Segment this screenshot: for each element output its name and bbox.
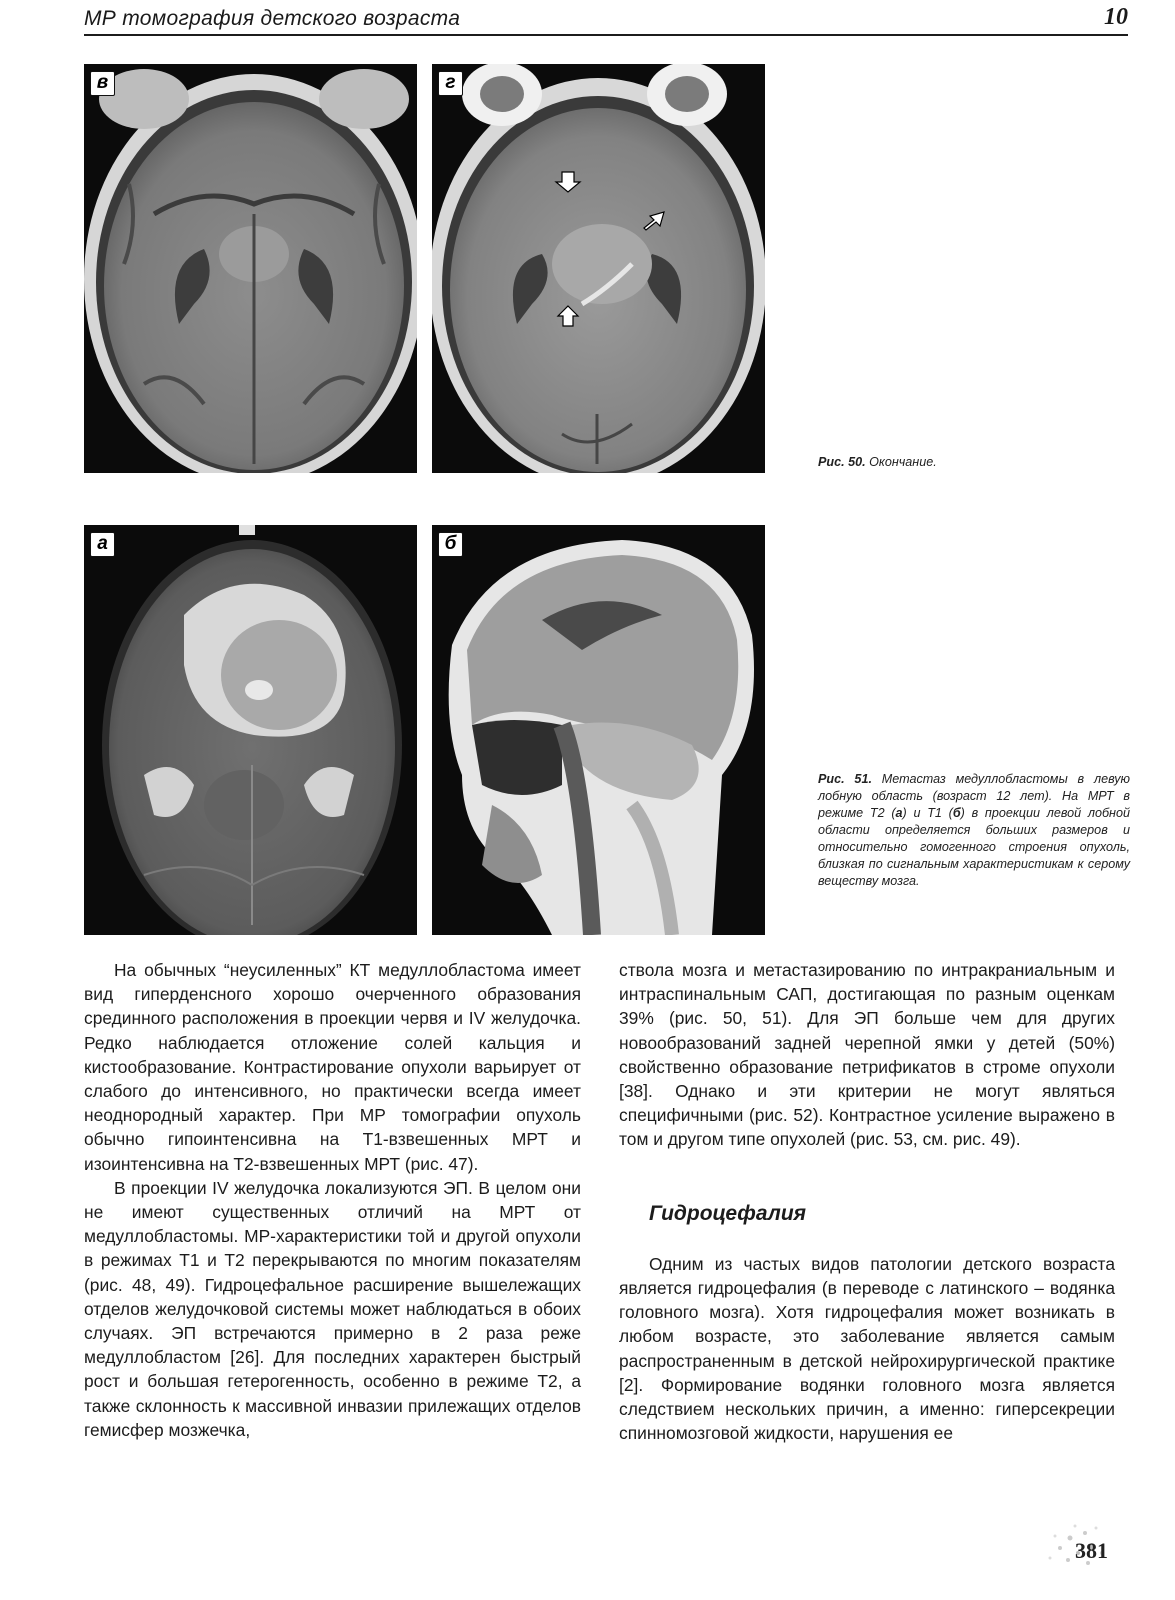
- caption-text: ) в проекции левой лобной области определяется больших размеров и относительно гомогенного строения опухоль, близкая по сигнальным характеристикам к серому веществу мозга.: [818, 806, 1130, 888]
- panel-label: в: [90, 71, 115, 96]
- paragraph-continued: ствола мозга и метастазированию по интракраниальным и интраспинальным САП, достигающая по разным оценкам 39% (рис. 50, 51). Для ЭП больше чем для других новообразований задней черепной ямки у детей (50%) свойственно образование петрификатов в строме опухоли [38]. Однако и эти критерии не могут являться специфичными (рис. 52). Контрастное усиление выражено в том и другом типе опухолей (рис. 53, см. рис. 49).: [619, 960, 1115, 1150]
- panel-label: г: [438, 71, 463, 96]
- figure-panel-v: [84, 64, 417, 473]
- axial-t1-brain-mri-image: [84, 64, 417, 473]
- caption-text: ) и Т1 (: [902, 806, 953, 820]
- caption-label: Рис. 50.: [818, 455, 866, 469]
- panel-label: а: [90, 532, 115, 557]
- figure-panel-b: [432, 525, 765, 935]
- running-head: [84, 4, 1128, 36]
- axial-t1-contrast-brain-mri-image-with-arrows: [432, 64, 765, 473]
- figure-50-caption: [818, 454, 1138, 471]
- paragraph: На обычных “неусиленных” КТ медуллобластома имеет вид гиперденсного хорошо очерченного образования срединного расположения в проекции червя и IV желудочка. Редко наблюдается отложение солей кальция и кистообразование. Контрастирование опухоли варьирует от слабого до интенсивного, но практически всегда имеет неоднородный характер. При МР томографии опухоль обычно гипоинтенсивна на Т1-взвешенных МРТ и изоинтенсивна на Т2-взвешенных МРТ (рис. 47).: [84, 960, 581, 1174]
- section-heading: Гидроцефалия: [649, 1201, 807, 1225]
- paragraph: В проекции IV желудочка локализуются ЭП. В целом они не имеют существенных отличий на МРТ от медуллобластомы. МР-характеристики той и другой опухоли в режимах Т1 и Т2 перекрываются по многим показателям (рис. 48, 49). Гидроцефальное расширение вышележащих отделов желудочковой системы может наблюдаться в обоих случаях. ЭП встречаются примерно в 2 раза реже медуллобластом [26]. Для последних характерен быстрый рост и большая гетерогенность, особенно в режиме Т2, а также склонность к массивной инвазии прилежащих отделов гемисфер мозжечка,: [84, 1177, 581, 1440]
- figure-panel-g: [432, 64, 765, 473]
- panel-label: б: [438, 532, 463, 557]
- paragraph: Одним из частых видов патологии детского возраста является гидроцефалия (в переводе с латинского – водянка головного мозга). Хотя гидроцефалия может возникать в любом возрасте, это заболевание является самым распространенным в детской нейрохирургической практике [2]. Формирование водянки головного мозга является следствием нескольких причин, а именно: гиперсекреции спинномозговой жидкости, нарушения ее: [619, 1253, 1115, 1444]
- right-column: [619, 958, 1115, 1445]
- caption-text: Окончание.: [865, 455, 937, 469]
- page-number: 381: [1075, 1538, 1108, 1563]
- figure-51-caption: [818, 771, 1130, 890]
- caption-panel-ref: б: [952, 806, 961, 820]
- caption-text: Метастаз медуллобластомы в левую лобную область (возраст 12 лет). На МРТ в режиме Т2 (: [818, 772, 1130, 820]
- figure-panel-a: [84, 525, 417, 935]
- book-title: МР томография детского возраста: [84, 7, 461, 30]
- axial-t2-brain-mri-image: [84, 525, 417, 935]
- left-column: [84, 958, 581, 1442]
- caption-panel-ref: а: [895, 806, 903, 820]
- sagittal-t1-head-mri-image: [432, 525, 765, 935]
- chapter-number: 10: [1104, 4, 1128, 30]
- caption-label: Рис. 51.: [818, 772, 872, 786]
